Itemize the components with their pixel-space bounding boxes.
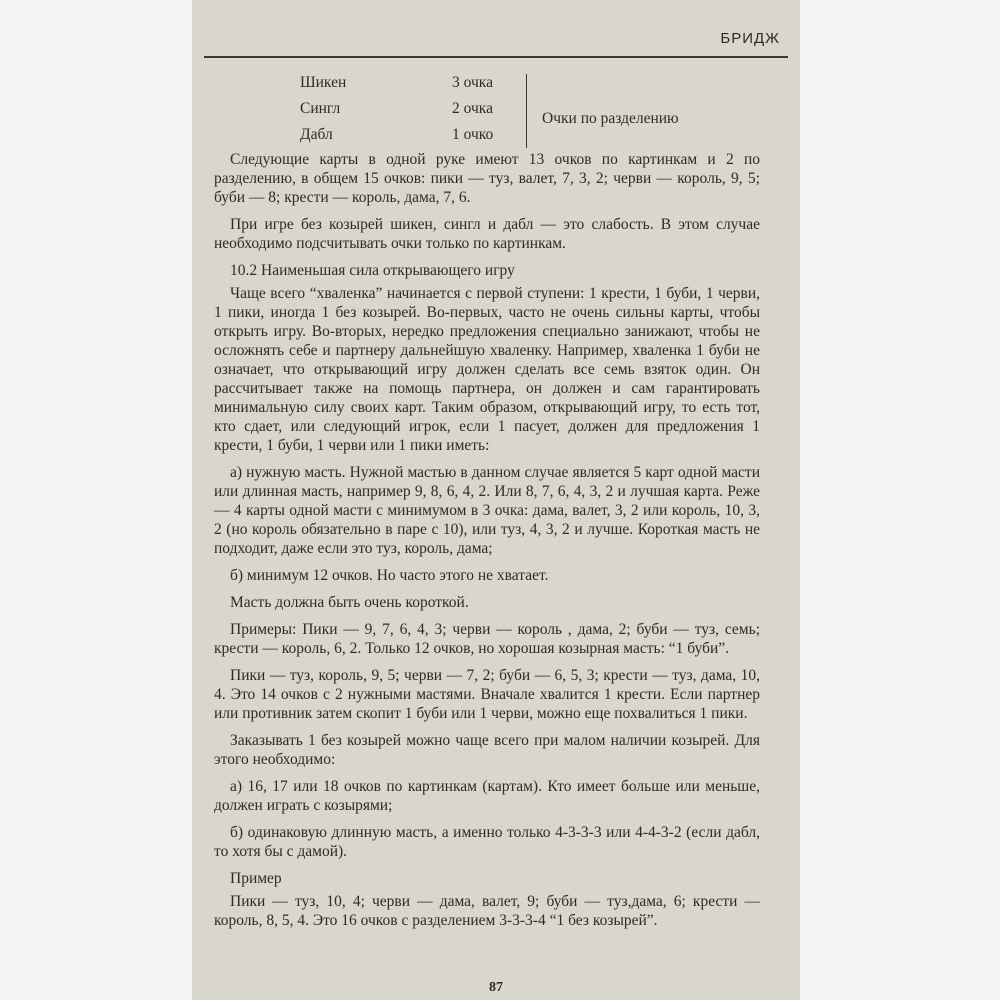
paragraph: Чаще всего “хваленка” начинается с первой ступени: 1 крести, 1 буби, 1 черви, 1 пики, иногда 1 без козырей. Во-первых, часто не очень сильны карты, чтобы открыть игру. Во-вторых, нередко предложения специально занижают, чтобы не осложнять себе и партнеру дальнейшую хваленку. Например, хваленка 1 буби не означает, что открывающий игру должен сделать все семь взяток один. Он рассчитывает также на помощь партнера, он должен и сам гарантировать минимальную силу своих карт. Таким образом, открывающий игру, то есть тот, кто сдает, или следующий игрок, если 1 пасует, должен для предложения 1 крести, 1 буби, 1 черви или 1 пики иметь: <box>214 285 760 454</box>
paragraph: а) 16, 17 или 18 очков по картинкам (картам). Кто имеет больше или меньше, должен играть с козырями; <box>214 778 760 814</box>
score-table <box>300 74 720 148</box>
paragraph: Пики — туз, 10, 4; черви — дама, валет, 9; буби — туз,дама, 6; крести — король, 8, 5, 4. Это 16 очков с разделением 3-3-3-4 “1 без козырей”. <box>214 893 760 929</box>
paragraph: б) минимум 12 очков. Но часто этого не хватает. <box>230 567 549 584</box>
paragraph: Заказывать 1 без козырей можно чаще всего при малом наличии козырей. Для этого необходимо: <box>214 732 760 768</box>
group-brace-line <box>526 74 527 148</box>
score-name: Дабл <box>300 126 333 143</box>
score-points: 1 очко <box>452 126 494 143</box>
score-name: Шикен <box>300 74 347 91</box>
paragraph: Пики — туз, король, 9, 5; черви — 7, 2; буби — 6, 5, 3; крести — туз, дама, 10, 4. Это 14 очков с 2 нужными мастями. Вначале хвалится 1 крести. Если партнер или противник затем скопит 1 буби или 1 черви, можно еще похвалиться 1 пики. <box>214 667 760 722</box>
score-row-singl <box>300 100 540 122</box>
paragraph: При игре без козырей шикен, сингл и дабл — это слабость. В этом случае необходимо подсчитывать очки только по картинкам. <box>214 216 760 252</box>
running-header: БРИДЖ <box>720 30 780 47</box>
paragraph: Примеры: Пики — 9, 7, 6, 4, 3; черви — король , дама, 2; буби — туз, семь; крести — король, 6, 2. Только 12 очков, но хорошая козырная масть: “1 буби”. <box>214 621 760 657</box>
score-points: 2 очка <box>452 100 493 117</box>
score-name: Сингл <box>300 100 341 117</box>
group-label: Очки по разделению <box>542 110 679 127</box>
paragraph: б) одинаковую длинную масть, а именно только 4-3-3-3 или 4-4-3-2 (если дабл, то хотя бы с дамой). <box>214 824 760 860</box>
paragraph: Масть должна быть очень короткой. <box>230 594 469 611</box>
score-row-dabl <box>300 126 540 148</box>
score-row-shiken <box>300 74 540 96</box>
header-rule <box>204 56 788 58</box>
score-points: 3 очка <box>452 74 493 91</box>
example-heading: Пример <box>230 870 282 887</box>
paragraph: Следующие карты в одной руке имеют 13 очков по картинкам и 2 по разделению, в общем 15 очков: пики — туз, валет, 7, 3, 2; черви — король, 9, 5; буби — 8; крести — король, дама, 7, 6. <box>214 151 760 206</box>
section-heading: 10.2 Наименьшая сила открывающего игру <box>230 262 515 279</box>
paragraph: а) нужную масть. Нужной мастью в данном случае является 5 карт одной масти или длинная масть, например 9, 8, 6, 4, 2. Или 8, 7, 6, 4, 3, 2 и лучшая карта. Реже — 4 карты одной масти с минимумом в 3 очка: дама, валет, 3, 2 или король, 10, 3, 2 (но король обязательно в паре с 10), или туз, 4, 3, 2 и лучше. Короткая масть не подходит, даже если это туз, король, дама; <box>214 464 760 557</box>
page-number: 87 <box>489 980 503 995</box>
book-page <box>192 0 800 1000</box>
body-text <box>214 150 760 938</box>
